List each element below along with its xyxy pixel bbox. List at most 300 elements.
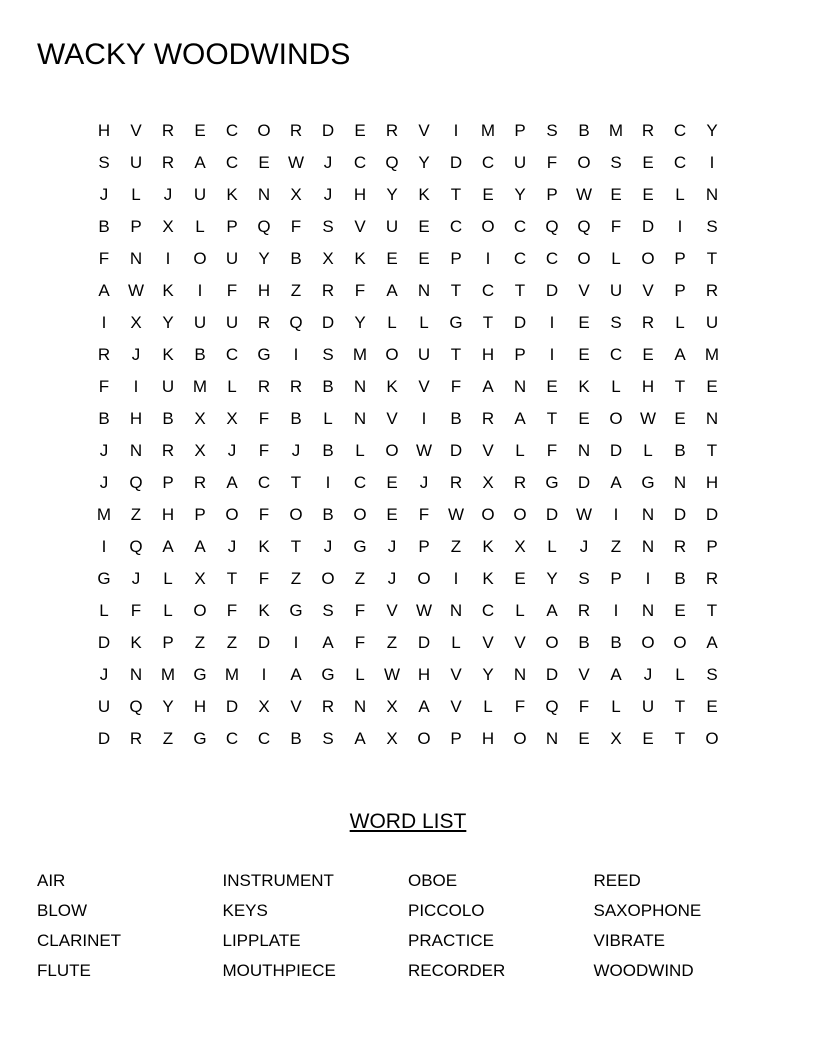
grid-letter: P	[706, 537, 718, 556]
grid-letter: E	[578, 345, 590, 364]
grid-letter: O	[289, 505, 303, 524]
grid-row	[88, 691, 728, 723]
grid-letter: U	[97, 697, 111, 716]
grid-letter: N	[129, 441, 143, 460]
grid-letter: L	[611, 377, 621, 396]
grid-letter: T	[546, 409, 558, 428]
grid-letter: E	[674, 601, 686, 620]
grid-letter: F	[546, 441, 558, 460]
grid-letter: S	[322, 729, 334, 748]
grid-letter: L	[515, 441, 525, 460]
grid-letter: D	[97, 729, 111, 748]
grid-letter: K	[258, 537, 270, 556]
grid-letter: O	[321, 569, 335, 588]
grid-letter: W	[287, 153, 305, 172]
grid-letter: Z	[162, 729, 174, 748]
grid-letter: B	[194, 345, 206, 364]
grid-letter: O	[257, 121, 271, 140]
grid-row	[88, 499, 728, 531]
grid-letter: T	[290, 537, 302, 556]
grid-letter: Z	[610, 537, 622, 556]
grid-letter: I	[101, 537, 107, 556]
grid-letter: E	[386, 505, 398, 524]
grid-letter: Z	[354, 569, 366, 588]
grid-letter: O	[673, 633, 687, 652]
grid-letter: Z	[290, 281, 302, 300]
grid-letter: Y	[386, 185, 398, 204]
grid-letter: F	[226, 281, 238, 300]
grid-letter: L	[131, 185, 141, 204]
grid-row	[88, 659, 728, 691]
grid-letter: Y	[546, 569, 558, 588]
grid-letter: S	[322, 345, 334, 364]
grid-letter: F	[450, 377, 462, 396]
grid-letter: N	[705, 409, 719, 428]
grid-letter: Z	[290, 569, 302, 588]
grid-letter: F	[258, 505, 270, 524]
grid-row	[88, 179, 728, 211]
grid-letter: N	[641, 537, 655, 556]
grid-letter: N	[257, 185, 271, 204]
grid-letter: E	[578, 729, 590, 748]
word-list-item: RECORDER	[408, 961, 506, 980]
grid-letter: R	[705, 281, 719, 300]
grid-letter: S	[610, 313, 622, 332]
grid-letter: L	[515, 601, 525, 620]
grid-letter: L	[611, 249, 621, 268]
grid-letter: R	[161, 441, 175, 460]
grid-letter: J	[387, 569, 397, 588]
grid-letter: X	[162, 217, 174, 236]
grid-letter: O	[353, 505, 367, 524]
grid-letter: T	[514, 281, 526, 300]
grid-letter: R	[193, 473, 207, 492]
grid-letter: D	[97, 633, 111, 652]
grid-letter: G	[97, 569, 111, 588]
grid-letter: V	[386, 409, 398, 428]
grid-letter: P	[226, 217, 238, 236]
word-list-column	[37, 866, 223, 986]
grid-letter: A	[482, 377, 494, 396]
grid-row	[88, 339, 728, 371]
grid-row	[88, 595, 728, 627]
grid-letter: A	[194, 153, 206, 172]
grid-letter: X	[194, 409, 206, 428]
grid-letter: L	[611, 697, 621, 716]
word-list-item: AIR	[37, 871, 66, 890]
grid-letter: E	[386, 473, 398, 492]
grid-letter: R	[513, 473, 527, 492]
grid-letter: K	[482, 569, 494, 588]
grid-letter: E	[386, 249, 398, 268]
grid-letter: E	[194, 121, 206, 140]
grid-letter: R	[481, 409, 495, 428]
grid-letter: J	[163, 185, 173, 204]
grid-letter: G	[193, 665, 207, 684]
grid-letter: I	[293, 633, 299, 652]
grid-letter: K	[258, 601, 270, 620]
grid-letter: Q	[385, 153, 399, 172]
grid-letter: A	[194, 537, 206, 556]
grid-letter: C	[673, 121, 687, 140]
grid-letter: S	[706, 217, 718, 236]
grid-row	[88, 467, 728, 499]
grid-letter: W	[127, 281, 145, 300]
grid-row	[88, 115, 728, 147]
grid-letter: C	[225, 121, 239, 140]
grid-letter: A	[322, 633, 334, 652]
grid-letter: J	[643, 665, 653, 684]
grid-letter: T	[706, 441, 718, 460]
grid-letter: L	[195, 217, 205, 236]
grid-letter: P	[450, 729, 462, 748]
grid-letter: X	[258, 697, 270, 716]
grid-letter: N	[577, 441, 591, 460]
grid-letter: I	[197, 281, 203, 300]
grid-row	[88, 211, 728, 243]
grid-letter: C	[353, 153, 367, 172]
grid-letter: P	[610, 569, 622, 588]
grid-row	[88, 371, 728, 403]
grid-letter: O	[481, 217, 495, 236]
grid-letter: P	[546, 185, 558, 204]
grid-letter: P	[674, 249, 686, 268]
grid-letter: J	[323, 537, 333, 556]
grid-letter: N	[417, 281, 431, 300]
grid-letter: J	[227, 537, 237, 556]
grid-letter: T	[706, 601, 718, 620]
grid-letter: J	[419, 473, 429, 492]
grid-letter: N	[705, 185, 719, 204]
grid-letter: Y	[706, 121, 718, 140]
grid-letter: E	[610, 185, 622, 204]
grid-letter: F	[98, 377, 110, 396]
grid-letter: V	[290, 697, 302, 716]
grid-letter: I	[325, 473, 331, 492]
grid-letter: G	[321, 665, 335, 684]
word-list-heading: WORD LIST	[349, 810, 467, 833]
grid-letter: F	[578, 697, 590, 716]
grid-letter: J	[131, 569, 141, 588]
grid-letter: G	[641, 473, 655, 492]
grid-letter: D	[545, 281, 559, 300]
grid-letter: E	[642, 729, 654, 748]
grid-letter: D	[609, 441, 623, 460]
grid-letter: M	[704, 345, 720, 364]
grid-letter: B	[98, 409, 110, 428]
grid-letter: A	[418, 697, 430, 716]
grid-letter: C	[513, 217, 527, 236]
grid-letter: N	[449, 601, 463, 620]
grid-letter: J	[387, 537, 397, 556]
grid-letter: U	[641, 697, 655, 716]
grid-letter: S	[546, 121, 558, 140]
grid-letter: R	[161, 121, 175, 140]
grid-letter: L	[451, 633, 461, 652]
grid-letter: O	[545, 633, 559, 652]
grid-letter: X	[514, 537, 526, 556]
grid-letter: H	[193, 697, 207, 716]
grid-letter: A	[354, 729, 366, 748]
grid-letter: O	[417, 569, 431, 588]
grid-letter: L	[483, 697, 493, 716]
grid-letter: M	[192, 377, 208, 396]
grid-letter: T	[450, 345, 462, 364]
grid-letter: A	[98, 281, 110, 300]
grid-letter: F	[226, 601, 238, 620]
grid-letter: T	[290, 473, 302, 492]
grid-letter: B	[610, 633, 622, 652]
grid-letter: H	[481, 345, 495, 364]
grid-letter: G	[257, 345, 271, 364]
grid-letter: I	[101, 313, 107, 332]
grid-letter: O	[225, 505, 239, 524]
grid-letter: Q	[545, 697, 559, 716]
grid-letter: U	[225, 313, 239, 332]
grid-letter: V	[482, 441, 494, 460]
grid-letter: A	[386, 281, 398, 300]
grid-letter: W	[447, 505, 465, 524]
grid-letter: J	[99, 473, 109, 492]
grid-letter: R	[321, 281, 335, 300]
grid-row	[88, 723, 728, 755]
grid-letter: H	[705, 473, 719, 492]
grid-letter: F	[290, 217, 302, 236]
word-list-item: WOODWIND	[593, 961, 694, 980]
grid-letter: O	[417, 729, 431, 748]
grid-letter: F	[354, 281, 366, 300]
grid-letter: W	[575, 505, 593, 524]
grid-letter: H	[161, 505, 175, 524]
grid-letter: L	[227, 377, 237, 396]
grid-letter: A	[290, 665, 302, 684]
grid-letter: W	[639, 409, 657, 428]
grid-row	[88, 627, 728, 659]
grid-letter: J	[99, 185, 109, 204]
grid-letter: L	[675, 185, 685, 204]
grid-letter: P	[514, 121, 526, 140]
grid-letter: P	[130, 217, 142, 236]
grid-letter: D	[417, 633, 431, 652]
grid-letter: E	[642, 185, 654, 204]
grid-letter: T	[450, 185, 462, 204]
grid-letter: N	[129, 249, 143, 268]
grid-letter: X	[386, 729, 398, 748]
grid-letter: A	[610, 665, 622, 684]
grid-letter: S	[322, 601, 334, 620]
grid-row	[88, 147, 728, 179]
grid-letter: L	[675, 313, 685, 332]
word-list-item: PRACTICE	[408, 931, 494, 950]
grid-letter: P	[194, 505, 206, 524]
grid-letter: S	[610, 153, 622, 172]
grid-letter: I	[645, 569, 651, 588]
grid-letter: B	[322, 377, 334, 396]
grid-letter: H	[97, 121, 111, 140]
grid-letter: C	[225, 345, 239, 364]
grid-letter: D	[225, 697, 239, 716]
grid-letter: X	[386, 697, 398, 716]
grid-letter: D	[545, 505, 559, 524]
grid-letter: K	[226, 185, 238, 204]
grid-letter: I	[133, 377, 139, 396]
grid-letter: D	[513, 313, 527, 332]
grid-letter: E	[642, 153, 654, 172]
grid-letter: N	[641, 505, 655, 524]
grid-letter: L	[419, 313, 429, 332]
grid-letter: J	[99, 441, 109, 460]
grid-row	[88, 307, 728, 339]
grid-letter: E	[418, 217, 430, 236]
grid-letter: K	[386, 377, 398, 396]
grid-letter: F	[258, 441, 270, 460]
grid-letter: F	[258, 569, 270, 588]
grid-letter: A	[514, 409, 526, 428]
grid-letter: D	[321, 313, 335, 332]
grid-letter: C	[257, 729, 271, 748]
grid-letter: S	[706, 665, 718, 684]
grid-letter: B	[290, 409, 302, 428]
grid-letter: F	[546, 153, 558, 172]
grid-letter: P	[418, 537, 430, 556]
grid-letter: L	[163, 569, 173, 588]
grid-letter: E	[706, 697, 718, 716]
grid-letter: I	[677, 217, 683, 236]
grid-letter: E	[258, 153, 270, 172]
grid-letter: T	[674, 729, 686, 748]
grid-letter: Y	[162, 313, 174, 332]
word-list-item: REED	[593, 871, 641, 890]
grid-letter: A	[546, 601, 558, 620]
grid-letter: B	[578, 633, 590, 652]
grid-letter: H	[129, 409, 143, 428]
grid-letter: B	[290, 249, 302, 268]
grid-letter: N	[641, 601, 655, 620]
grid-row	[88, 563, 728, 595]
grid-letter: L	[163, 601, 173, 620]
grid-row	[88, 243, 728, 275]
grid-letter: Q	[545, 217, 559, 236]
grid-row	[88, 531, 728, 563]
word-list-item: VIBRATE	[593, 931, 665, 950]
grid-letter: Y	[258, 249, 270, 268]
grid-letter: Z	[130, 505, 142, 524]
grid-letter: K	[418, 185, 430, 204]
grid-letter: P	[450, 249, 462, 268]
grid-letter: N	[353, 697, 367, 716]
grid-letter: D	[257, 633, 271, 652]
grid-letter: Q	[289, 313, 303, 332]
grid-letter: J	[323, 153, 333, 172]
grid-letter: M	[160, 665, 176, 684]
grid-letter: C	[513, 249, 527, 268]
grid-letter: T	[450, 281, 462, 300]
grid-letter: U	[705, 313, 719, 332]
grid-letter: O	[385, 441, 399, 460]
grid-letter: J	[291, 441, 301, 460]
grid-letter: I	[613, 505, 619, 524]
grid-letter: B	[322, 441, 334, 460]
grid-letter: D	[705, 505, 719, 524]
grid-letter: B	[290, 729, 302, 748]
grid-letter: L	[643, 441, 653, 460]
grid-letter: O	[513, 505, 527, 524]
grid-letter: F	[418, 505, 430, 524]
grid-letter: P	[514, 345, 526, 364]
grid-letter: T	[706, 249, 718, 268]
grid-letter: V	[450, 697, 462, 716]
grid-letter: U	[417, 345, 431, 364]
word-list-item: MOUTHPIECE	[222, 961, 336, 980]
grid-letter: R	[673, 537, 687, 556]
grid-letter: T	[482, 313, 494, 332]
grid-letter: T	[674, 377, 686, 396]
word-list-column	[408, 866, 594, 986]
grid-letter: O	[577, 153, 591, 172]
grid-letter: P	[674, 281, 686, 300]
grid-letter: E	[546, 377, 558, 396]
grid-letter: V	[514, 633, 526, 652]
grid-letter: C	[545, 249, 559, 268]
grid-letter: I	[261, 665, 267, 684]
grid-letter: B	[674, 569, 686, 588]
grid-letter: F	[514, 697, 526, 716]
grid-letter: U	[161, 377, 175, 396]
grid-letter: K	[162, 345, 174, 364]
grid-row	[88, 435, 728, 467]
word-list-item: PICCOLO	[408, 901, 485, 920]
grid-letter: Q	[577, 217, 591, 236]
word-list-item: CLARINET	[37, 931, 122, 950]
grid-letter: Y	[514, 185, 526, 204]
grid-letter: Q	[129, 473, 143, 492]
grid-letter: U	[513, 153, 527, 172]
grid-letter: X	[194, 441, 206, 460]
grid-letter: U	[129, 153, 143, 172]
grid-letter: O	[385, 345, 399, 364]
grid-letter: Z	[194, 633, 206, 652]
grid-letter: C	[481, 153, 495, 172]
grid-letter: W	[383, 665, 401, 684]
grid-letter: N	[129, 665, 143, 684]
grid-letter: V	[578, 281, 590, 300]
grid-letter: C	[673, 153, 687, 172]
grid-letter: I	[453, 569, 459, 588]
grid-letter: S	[98, 153, 110, 172]
word-list	[37, 866, 779, 986]
grid-letter: Y	[162, 697, 174, 716]
grid-letter: B	[322, 505, 334, 524]
word-list-column	[594, 866, 780, 986]
grid-letter: D	[577, 473, 591, 492]
grid-letter: X	[482, 473, 494, 492]
grid-letter: B	[578, 121, 590, 140]
grid-letter: X	[194, 569, 206, 588]
grid-letter: N	[513, 665, 527, 684]
grid-letter: H	[257, 281, 271, 300]
grid-letter: B	[162, 409, 174, 428]
grid-letter: L	[99, 601, 109, 620]
grid-letter: I	[613, 601, 619, 620]
grid-letter: K	[162, 281, 174, 300]
grid-letter: X	[290, 185, 302, 204]
grid-letter: F	[610, 217, 622, 236]
grid-letter: O	[609, 409, 623, 428]
grid-letter: J	[131, 345, 141, 364]
grid-letter: U	[193, 185, 207, 204]
grid-letter: I	[549, 313, 555, 332]
grid-letter: O	[705, 729, 719, 748]
